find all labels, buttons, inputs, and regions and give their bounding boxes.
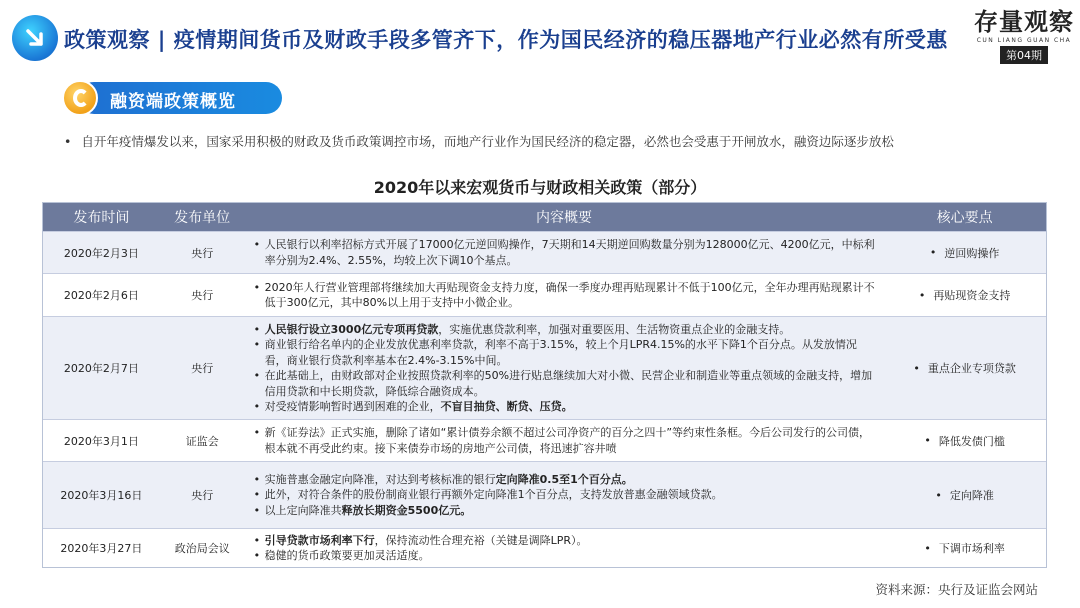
issue-badge: 第04期 bbox=[1000, 46, 1048, 64]
cell-content bbox=[245, 529, 884, 567]
content-text: 以上定向降准共 bbox=[264, 503, 342, 517]
cell-org: 央行 bbox=[191, 289, 214, 302]
cell-date: 2020年3月27日 bbox=[60, 542, 143, 555]
section-label: 融资端政策概览 bbox=[110, 92, 236, 112]
content-item bbox=[253, 548, 588, 564]
section-heading bbox=[62, 80, 282, 116]
content-emphasis: 引导贷款市场利率下行 bbox=[264, 533, 375, 547]
content-text: 对受疫情影响暂时遇到困难的企业， bbox=[264, 400, 441, 413]
cell-key-point bbox=[883, 232, 1046, 273]
header-content: 内容概要 bbox=[535, 210, 592, 226]
content-emphasis: 定向降准0.5至1个百分点。 bbox=[495, 472, 633, 486]
content-item bbox=[253, 237, 876, 268]
bullet-dot: • bbox=[924, 541, 931, 555]
cell-key-point bbox=[883, 420, 1046, 461]
content-text: ，实施优惠贷款利率，加强对重要医用、生活物资重点企业的金融支持。 bbox=[438, 322, 791, 336]
content-text: 商业银行给名单内的企业发放优惠利率贷款，利率不高于3.15%，较上个月LPR4.15%的水平下降1个百分点。从发放情况看，商业银行贷款利率基本在2.4%-3.15%中间。 bbox=[264, 338, 857, 367]
content-item bbox=[253, 337, 876, 368]
content-text: ，保持流动性合理充裕（关键是调降LPR）。 bbox=[374, 533, 588, 547]
content-text: 新《证券法》正式实施，删除了诸如“累计债券余额不超过公司净资产的百分之四十”等约束性条框。今后公司发行的公司债，根本就不再受此约束。接下来债券市场的房地产公司债，将迅速扩容井喷 bbox=[264, 426, 871, 455]
content-text: 在此基础上，由财政部对企业按照贷款利率的50%进行贴息继续加大对小微、民营企业和制造业等重点领域的金融支持，增加信用贷款和中长期贷款，降低综合融资成本。 bbox=[264, 369, 873, 398]
key-point-text: 逆回购操作 bbox=[944, 246, 1000, 260]
cell-content bbox=[245, 232, 884, 273]
content-item bbox=[253, 533, 588, 549]
table-row bbox=[43, 231, 1046, 273]
cell-content bbox=[245, 274, 884, 316]
content-item bbox=[253, 399, 876, 415]
table-row bbox=[43, 316, 1046, 419]
cell-key-point bbox=[883, 462, 1046, 528]
content-item bbox=[253, 425, 876, 456]
header-org: 发布单位 bbox=[174, 210, 231, 226]
cell-content bbox=[245, 317, 884, 419]
content-text: 人民银行以利率招标方式开展了17000亿元逆回购操作，7天期和14天期逆回购数量分别为128000亿元、4200亿元，中标利率分别为2.4%、2.55%，均较上次下调10个基点。 bbox=[264, 238, 875, 267]
key-point-text: 下调市场利率 bbox=[938, 542, 1005, 555]
key-point-text: 定向降准 bbox=[949, 489, 994, 502]
source-note: 资料来源：央行及证监会网站 bbox=[875, 582, 1038, 597]
content-text: 2020年人行营业管理部将继续加大再贴现资金支持力度，确保一季度办理再贴现累计不低于100亿元，全年办理再贴现累计不低于300亿元，其中80%以上用于支持中小微企业。 bbox=[264, 280, 875, 309]
bullet-dot: • bbox=[935, 488, 942, 502]
content-text: 此外，对符合条件的股份制商业银行再额外定向降准1个百分点，支持发放普惠金融领域贷款。 bbox=[264, 488, 723, 502]
bullet-dot: • bbox=[64, 134, 72, 149]
key-point-text: 降低发债门槛 bbox=[938, 434, 1005, 448]
cell-org: 政治局会议 bbox=[174, 542, 230, 555]
cell-date: 2020年3月1日 bbox=[63, 434, 139, 448]
cell-content bbox=[245, 420, 884, 461]
cell-date: 2020年3月16日 bbox=[60, 489, 143, 502]
content-item bbox=[253, 503, 723, 519]
cell-key-point bbox=[883, 529, 1046, 567]
page-title: 政策观察 | 疫情期间货币及财政手段多管齐下，作为国民经济的稳压器地产行业必然有所受惠 bbox=[64, 28, 948, 52]
brand-subtitle: CUN LIANG GUAN CHA bbox=[976, 37, 1072, 44]
intro-bullet bbox=[64, 132, 894, 150]
table-row bbox=[43, 273, 1046, 316]
content-item bbox=[253, 322, 876, 338]
content-item bbox=[253, 487, 723, 503]
table-row bbox=[43, 461, 1046, 528]
cell-key-point bbox=[883, 317, 1046, 419]
bullet-dot: • bbox=[918, 288, 926, 302]
content-emphasis: 不盲目抽贷、断贷、压贷。 bbox=[440, 400, 573, 413]
header bbox=[0, 0, 1080, 70]
cell-key-point bbox=[883, 274, 1046, 316]
bullet-dot: • bbox=[924, 434, 931, 447]
policy-table bbox=[42, 202, 1047, 568]
cell-content bbox=[245, 462, 884, 528]
content-item bbox=[253, 368, 876, 399]
cell-date: 2020年2月7日 bbox=[63, 362, 139, 375]
brand-logo bbox=[974, 8, 1074, 64]
content-emphasis: 人民银行设立3000亿元专项再贷款 bbox=[264, 322, 439, 336]
c-letter-icon bbox=[62, 80, 98, 116]
cell-org: 央行 bbox=[191, 362, 214, 375]
content-emphasis: 释放长期资金5500亿元。 bbox=[341, 503, 472, 517]
cell-date: 2020年2月3日 bbox=[63, 246, 139, 260]
content-text: 实施普惠金融定向降准，对达到考核标准的银行 bbox=[264, 472, 496, 486]
key-point-text: 重点企业专项贷款 bbox=[927, 362, 1016, 375]
cell-org: 央行 bbox=[191, 246, 214, 260]
brand-title: 存量观察 bbox=[974, 8, 1074, 36]
table-header bbox=[43, 203, 1046, 231]
content-text: 稳健的货币政策要更加灵活适度。 bbox=[264, 549, 430, 562]
key-point-text: 再贴现资金支持 bbox=[933, 289, 1011, 302]
content-item bbox=[253, 280, 876, 311]
cell-org: 央行 bbox=[191, 489, 214, 502]
intro-text: 自开年疫情爆发以来，国家采用积极的财政及货币政策调控市场，而地产行业作为国民经济的稳定器，必然也会受惠于开闸放水，融资边际逐步放松 bbox=[81, 134, 894, 149]
content-item bbox=[253, 472, 723, 488]
header-key: 核心要点 bbox=[936, 210, 993, 226]
bullet-dot: • bbox=[913, 361, 920, 375]
cell-org: 证监会 bbox=[185, 434, 219, 448]
bullet-dot: • bbox=[929, 246, 937, 259]
table-title: 2020年以来宏观货币与财政相关政策（部分） bbox=[373, 178, 707, 197]
arrow-down-right-icon bbox=[12, 15, 58, 61]
table-row bbox=[43, 528, 1046, 567]
cell-date: 2020年2月6日 bbox=[63, 289, 139, 302]
table-row bbox=[43, 419, 1046, 461]
header-date: 发布时间 bbox=[73, 210, 130, 226]
